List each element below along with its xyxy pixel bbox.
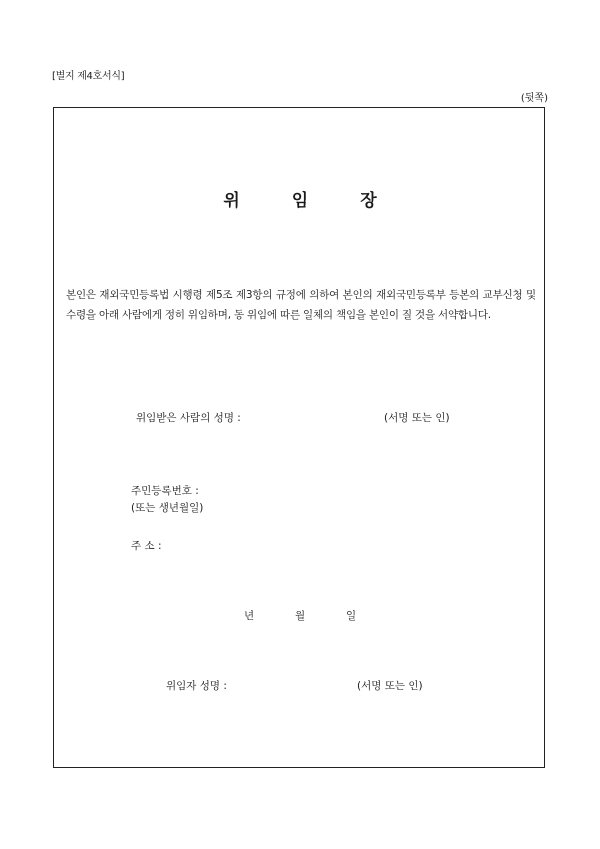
delegator-signature-label: (서명 또는 인) (357, 680, 423, 692)
delegate-signature-label: (서명 또는 인) (384, 412, 450, 424)
address-label: 주 소 : (131, 540, 162, 552)
form-number-label: [별지 제4호서식] (52, 71, 125, 82)
delegator-name-label: 위임자 성명 : (166, 680, 227, 692)
date-day: 일 (346, 610, 357, 622)
date-month: 월 (295, 610, 306, 622)
page-side-label: (뒷쪽) (520, 93, 548, 104)
birthdate-alt-label: (또는 생년월일) (131, 502, 204, 514)
delegate-name-label: 위임받은 사람의 성명 : (136, 412, 241, 424)
date-year: 년 (244, 610, 255, 622)
delegation-statement: 본인은 재외국민등록법 시행령 제5조 제3항의 규정에 의하여 본인의 재외국민등록부 등본의 교부신청 및 수령을 아래 사람에게 정히 위임하며, 동 위임에 따른 일체의 책임을 본인이 질 것을 서약합니다. (66, 289, 536, 321)
resident-number-label: 주민등록번호 : (131, 485, 199, 497)
document-title: 위임장 (223, 191, 429, 211)
